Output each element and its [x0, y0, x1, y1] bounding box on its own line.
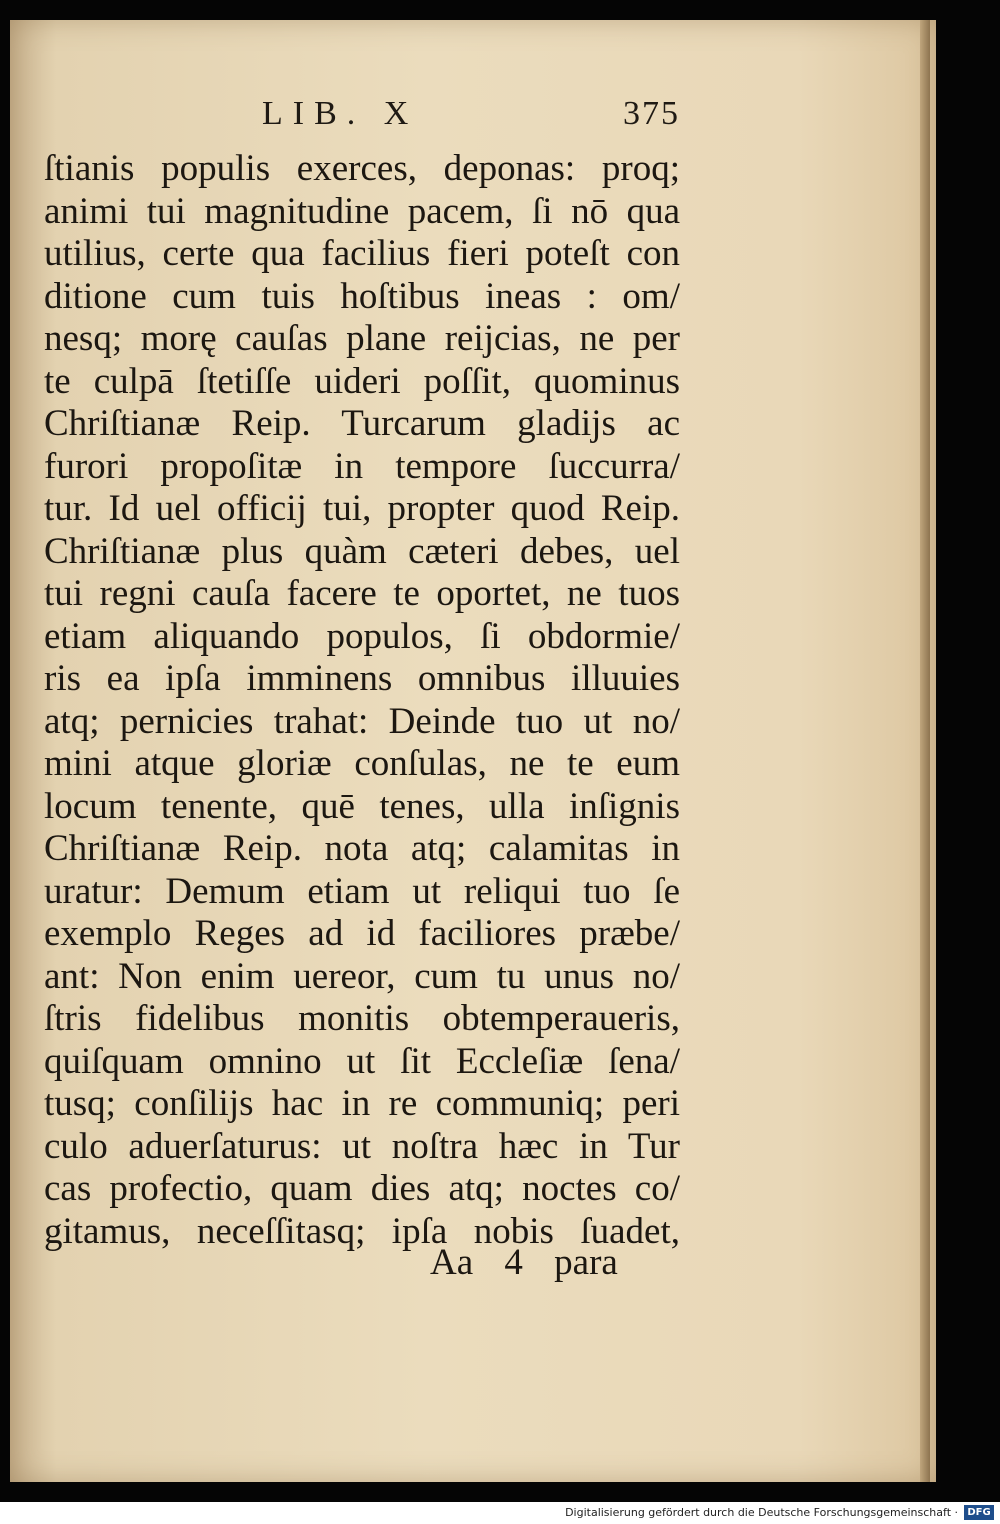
funding-credit: Digitalisierung gefördert durch die Deutsche Forschungsgemeinschaft · — [565, 1506, 958, 1519]
text-line: nesq; morę cauſas plane reijcias, ne per — [44, 318, 680, 359]
text-line: tui regni cauſa facere te oportet, ne tuos — [44, 573, 680, 614]
text-line: furori propoſitæ in tempore ſuccurra/ — [44, 445, 680, 487]
running-head — [40, 95, 680, 141]
text-line: exemplo Reges ad id faciliores præbe/ — [44, 913, 680, 954]
text-line: etiam aliquando populos, ſi obdormie/ — [44, 615, 680, 657]
text-line: Chriſtianæ Reip. Turcarum gladijs ac — [44, 403, 680, 444]
text-line: utilius, certe qua facilius fieri poteſt con — [44, 233, 680, 274]
page-number: 375 — [623, 95, 680, 132]
text-line: ditione cum tuis hoſtibus ineas : om/ — [44, 275, 680, 317]
signature-mark: Aa 4 para — [430, 1242, 618, 1283]
text-line: ſtris fidelibus monitis obtemperaueris, — [44, 998, 680, 1039]
text-line: animi tui magnitudine pacem, ſi nō qua — [44, 190, 680, 232]
body-text — [44, 148, 680, 1253]
text-line: tur. Id uel officij tui, propter quod Reip. — [44, 488, 680, 529]
dfg-logo: DFG — [964, 1505, 994, 1520]
running-title: LIB. X — [262, 95, 419, 132]
text-line: locum tenente, quē tenes, ulla inſignis — [44, 785, 680, 827]
text-line: cas profectio, quam dies atq; noctes co/ — [44, 1168, 680, 1209]
page-edge — [920, 20, 930, 1482]
text-line: ris ea ipſa imminens omnibus illuuies — [44, 658, 680, 699]
text-line: uratur: Demum etiam ut reliqui tuo ſe — [44, 870, 680, 912]
text-line: ant: Non enim uereor, cum tu unus no/ — [44, 955, 680, 997]
text-line: gitamus, neceſſitasq; ipſa nobis ſuadet, — [44, 1210, 680, 1252]
text-line: culo aduerſaturus: ut noſtra hæc in Tur — [44, 1125, 680, 1167]
text-line: Chriſtianæ plus quàm cæteri debes, uel — [44, 530, 680, 572]
text-line: ſtianis populis exerces, deponas: proq; — [44, 148, 680, 189]
text-line: te culpā ſtetiſſe uideri poſſit, quominus — [44, 360, 680, 402]
digitization-footer — [0, 1502, 1000, 1524]
text-line: quiſquam omnino ut ſit Eccleſiæ ſena/ — [44, 1040, 680, 1082]
text-line: Chriſtianæ Reip. nota atq; calamitas in — [44, 828, 680, 869]
text-line: tusq; conſilijs hac in re communiq; peri — [44, 1083, 680, 1124]
text-line: atq; pernicies trahat: Deinde tuo ut no/ — [44, 700, 680, 742]
text-line: mini atque gloriæ conſulas, ne te eum — [44, 743, 680, 784]
